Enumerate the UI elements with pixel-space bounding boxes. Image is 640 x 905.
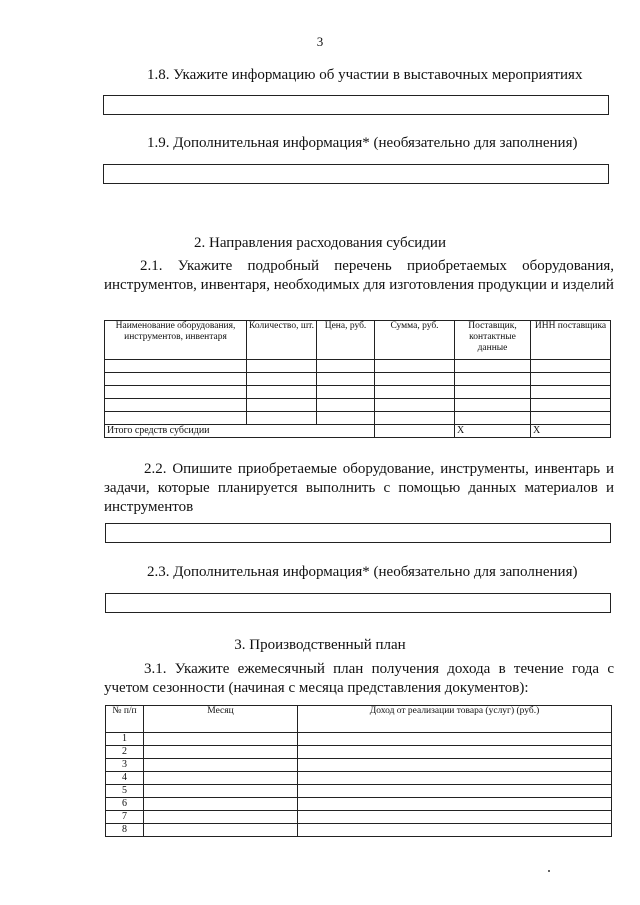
total-label: Итого средств субсидии bbox=[105, 425, 375, 438]
section-3-title: 3. Производственный план bbox=[234, 637, 406, 653]
table-cell[interactable] bbox=[317, 399, 375, 412]
table-row bbox=[106, 772, 612, 785]
col-month-header: Месяц bbox=[144, 706, 298, 733]
section-2-2-text: 2.2. Опишите приобретаемые оборудование, инструменты, инвентарь и задачи, которые планируется выполнить с помощью данных материалов и инструментов bbox=[104, 461, 614, 515]
income-cell[interactable] bbox=[298, 785, 612, 798]
equipment-total-row bbox=[105, 425, 611, 438]
row-number: 2 bbox=[106, 746, 144, 759]
equipment-table-header bbox=[105, 321, 611, 360]
table-cell[interactable] bbox=[105, 373, 247, 386]
income-plan-table bbox=[105, 705, 612, 837]
table-row bbox=[105, 412, 611, 425]
income-cell[interactable] bbox=[298, 798, 612, 811]
table-cell[interactable] bbox=[247, 399, 317, 412]
row-number: 5 bbox=[106, 785, 144, 798]
table-row bbox=[105, 373, 611, 386]
table-cell[interactable] bbox=[375, 386, 455, 399]
col-supplier-header: Поставщик, контактные данные bbox=[455, 321, 531, 360]
section-1-9-label: 1.9. Дополнительная информация* (необязательно для заполнения) bbox=[147, 135, 578, 151]
table-row bbox=[105, 386, 611, 399]
section-1-8-input[interactable] bbox=[103, 95, 609, 115]
table-cell[interactable] bbox=[375, 412, 455, 425]
section-1-8-label: 1.8. Укажите информацию об участии в выставочных мероприятиях bbox=[147, 67, 583, 83]
col-income-header: Доход от реализации товара (услуг) (руб.) bbox=[298, 706, 612, 733]
month-cell[interactable] bbox=[144, 759, 298, 772]
month-cell[interactable] bbox=[144, 733, 298, 746]
row-number: 8 bbox=[106, 824, 144, 837]
table-cell[interactable] bbox=[247, 360, 317, 373]
section-1-9-input[interactable] bbox=[103, 164, 609, 184]
table-row bbox=[105, 399, 611, 412]
row-number: 4 bbox=[106, 772, 144, 785]
table-cell[interactable] bbox=[531, 412, 611, 425]
page-number: 3 bbox=[316, 34, 324, 49]
table-cell[interactable] bbox=[455, 399, 531, 412]
table-cell[interactable] bbox=[375, 399, 455, 412]
table-cell[interactable] bbox=[375, 373, 455, 386]
income-cell[interactable] bbox=[298, 772, 612, 785]
table-row bbox=[105, 360, 611, 373]
col-qty-header: Количество, шт. bbox=[247, 321, 317, 360]
table-cell[interactable] bbox=[317, 412, 375, 425]
col-number-header: № п/п bbox=[106, 706, 144, 733]
scan-speck bbox=[548, 870, 550, 872]
table-cell[interactable] bbox=[531, 373, 611, 386]
section-3-1-text: 3.1. Укажите ежемесячный план получения дохода в течение года с учетом сезонности (начиная с месяца представления документов): bbox=[104, 661, 614, 696]
table-cell[interactable] bbox=[455, 386, 531, 399]
table-cell[interactable] bbox=[455, 373, 531, 386]
section-2-3-input[interactable] bbox=[105, 593, 611, 613]
table-row bbox=[106, 746, 612, 759]
total-x-inn: X bbox=[531, 425, 611, 438]
table-cell[interactable] bbox=[455, 360, 531, 373]
total-sum-cell[interactable] bbox=[375, 425, 455, 438]
table-cell[interactable] bbox=[455, 412, 531, 425]
table-cell[interactable] bbox=[531, 360, 611, 373]
table-cell[interactable] bbox=[247, 373, 317, 386]
table-cell[interactable] bbox=[247, 386, 317, 399]
table-cell[interactable] bbox=[317, 373, 375, 386]
col-name-header: Наименование оборудования, инструментов, инвентаря bbox=[105, 321, 247, 360]
table-cell[interactable] bbox=[375, 360, 455, 373]
month-cell[interactable] bbox=[144, 746, 298, 759]
income-cell[interactable] bbox=[298, 811, 612, 824]
income-cell[interactable] bbox=[298, 759, 612, 772]
table-cell[interactable] bbox=[105, 386, 247, 399]
income-cell[interactable] bbox=[298, 824, 612, 837]
col-sum-header: Сумма, руб. bbox=[375, 321, 455, 360]
table-cell[interactable] bbox=[317, 386, 375, 399]
income-cell[interactable] bbox=[298, 746, 612, 759]
section-2-title: 2. Направления расходования субсидии bbox=[194, 235, 446, 251]
row-number: 7 bbox=[106, 811, 144, 824]
table-cell[interactable] bbox=[105, 360, 247, 373]
row-number: 3 bbox=[106, 759, 144, 772]
table-row bbox=[106, 824, 612, 837]
col-price-header: Цена, руб. bbox=[317, 321, 375, 360]
table-cell[interactable] bbox=[105, 412, 247, 425]
table-row bbox=[106, 785, 612, 798]
table-cell[interactable] bbox=[105, 399, 247, 412]
table-row bbox=[106, 759, 612, 772]
income-table-header bbox=[106, 706, 612, 733]
month-cell[interactable] bbox=[144, 811, 298, 824]
section-2-1-text: 2.1. Укажите подробный перечень приобретаемых оборудования, инструментов, инвентаря, необходимых для изготовления продукции и изделий bbox=[104, 258, 614, 293]
month-cell[interactable] bbox=[144, 798, 298, 811]
month-cell[interactable] bbox=[144, 785, 298, 798]
equipment-table bbox=[104, 320, 611, 438]
table-cell[interactable] bbox=[317, 360, 375, 373]
table-cell[interactable] bbox=[531, 399, 611, 412]
row-number: 6 bbox=[106, 798, 144, 811]
table-row bbox=[106, 811, 612, 824]
table-row bbox=[106, 733, 612, 746]
section-2-2-input[interactable] bbox=[105, 523, 611, 543]
table-cell[interactable] bbox=[247, 412, 317, 425]
income-cell[interactable] bbox=[298, 733, 612, 746]
row-number: 1 bbox=[106, 733, 144, 746]
section-2-3-label: 2.3. Дополнительная информация* (необязательно для заполнения) bbox=[147, 564, 578, 580]
month-cell[interactable] bbox=[144, 772, 298, 785]
table-cell[interactable] bbox=[531, 386, 611, 399]
col-inn-header: ИНН поставщика bbox=[531, 321, 611, 360]
month-cell[interactable] bbox=[144, 824, 298, 837]
table-row bbox=[106, 798, 612, 811]
total-x-supplier: X bbox=[455, 425, 531, 438]
